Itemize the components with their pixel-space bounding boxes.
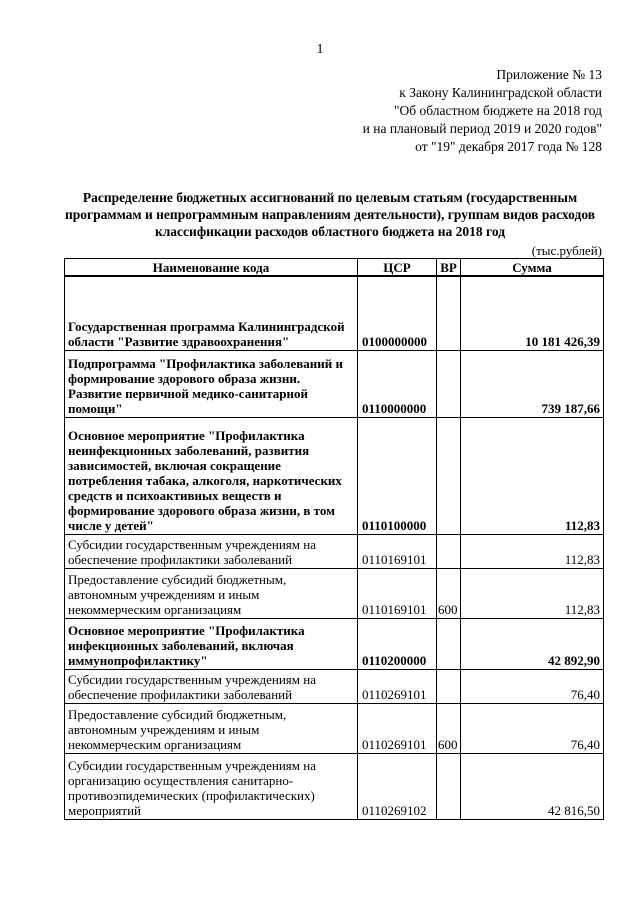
cell-csr: 0110269101	[358, 670, 437, 704]
cell-name: Субсидии государственным учреждениям на обеспечение профилактики заболеваний	[65, 670, 358, 704]
cell-vr	[437, 754, 461, 820]
cell-vr: 600	[437, 704, 461, 754]
page-number: 1	[316, 42, 324, 57]
cell-name: Подпрограмма "Профилактика заболеваний и формирование здорового образа жизни. Развитие первичной медико-санитарной помощи"	[65, 351, 358, 418]
appendix-line: и на плановый период 2019 и 2020 годов"	[362, 121, 602, 136]
cell-vr	[437, 619, 461, 670]
title-line: программам и непрограммным направлениям деятельности), группам видов расходов	[64, 207, 596, 222]
appendix-line: "Об областном бюджете на 2018 год	[394, 103, 602, 118]
appendix-header	[363, 66, 602, 156]
cell-csr: 0110100000	[358, 418, 437, 535]
cell-name: Государственная программа Калининградской области "Развитие здравоохранения"	[65, 276, 358, 351]
cell-sum: 42 892,90	[461, 619, 604, 670]
cell-sum: 112,83	[461, 569, 604, 619]
appendix-line: к Закону Калининградской области	[399, 85, 602, 100]
cell-csr: 0110000000	[358, 351, 437, 418]
cell-csr: 0110200000	[358, 619, 437, 670]
cell-sum: 76,40	[461, 670, 604, 704]
cell-vr	[437, 351, 461, 418]
cell-vr	[437, 535, 461, 569]
cell-name: Основное мероприятие "Профилактика инфекционных заболеваний, включая иммунопрофилактику"	[65, 619, 358, 670]
title-line: Распределение бюджетных ассигнований по целевым статьям (государственным	[82, 190, 578, 205]
header-name: Наименование кода	[65, 259, 358, 276]
cell-sum: 10 181 426,39	[461, 276, 604, 351]
units-label: (тыс.рублей)	[531, 243, 602, 258]
header-vr: ВР	[437, 259, 461, 276]
appendix-line: от "19" декабря 2017 года № 128	[415, 139, 602, 154]
cell-name: Предоставление субсидий бюджетным, автономным учреждениям и иным некоммерческим организациям	[65, 569, 358, 619]
table-header	[65, 259, 604, 276]
header-csr: ЦСР	[358, 259, 437, 276]
cell-csr: 0110169101	[358, 535, 437, 569]
cell-name: Основное мероприятие "Профилактика неинфекционных заболеваний, развития зависимостей, включая сокращение потребления табака, алкоголя, наркотических средств и психоактивных веществ и формирование здорового образа жизни, в том числе у детей"	[65, 418, 358, 535]
cell-vr: 600	[437, 569, 461, 619]
table-row	[65, 704, 604, 754]
cell-csr: 0110269102	[358, 754, 437, 820]
cell-sum: 112,83	[461, 418, 604, 535]
cell-sum: 112,83	[461, 535, 604, 569]
table-row	[65, 619, 604, 670]
table-row	[65, 670, 604, 704]
table-row	[65, 351, 604, 418]
cell-name: Субсидии государственным учреждениям на организацию осуществления санитарно-противоэпидемических (профилактических) мероприятий	[65, 754, 358, 820]
cell-sum: 42 816,50	[461, 754, 604, 820]
cell-sum: 76,40	[461, 704, 604, 754]
cell-csr: 0100000000	[358, 276, 437, 351]
table-row	[65, 276, 604, 351]
cell-sum: 739 187,66	[461, 351, 604, 418]
title-line: классификации расходов областного бюджета на 2018 год	[154, 224, 506, 239]
cell-vr	[437, 418, 461, 535]
appendix-line: Приложение № 13	[496, 67, 602, 82]
cell-name: Субсидии государственным учреждениям на обеспечение профилактики заболеваний	[65, 535, 358, 569]
cell-name: Предоставление субсидий бюджетным, автономным учреждениям и иным некоммерческим организациям	[65, 704, 358, 754]
budget-table	[64, 258, 604, 820]
table-row	[65, 535, 604, 569]
header-sum: Сумма	[461, 259, 604, 276]
cell-vr	[437, 670, 461, 704]
table-row	[65, 754, 604, 820]
cell-vr	[437, 276, 461, 351]
document-title	[60, 189, 600, 240]
cell-csr: 0110169101	[358, 569, 437, 619]
table-row	[65, 569, 604, 619]
cell-csr: 0110269101	[358, 704, 437, 754]
table-row	[65, 418, 604, 535]
